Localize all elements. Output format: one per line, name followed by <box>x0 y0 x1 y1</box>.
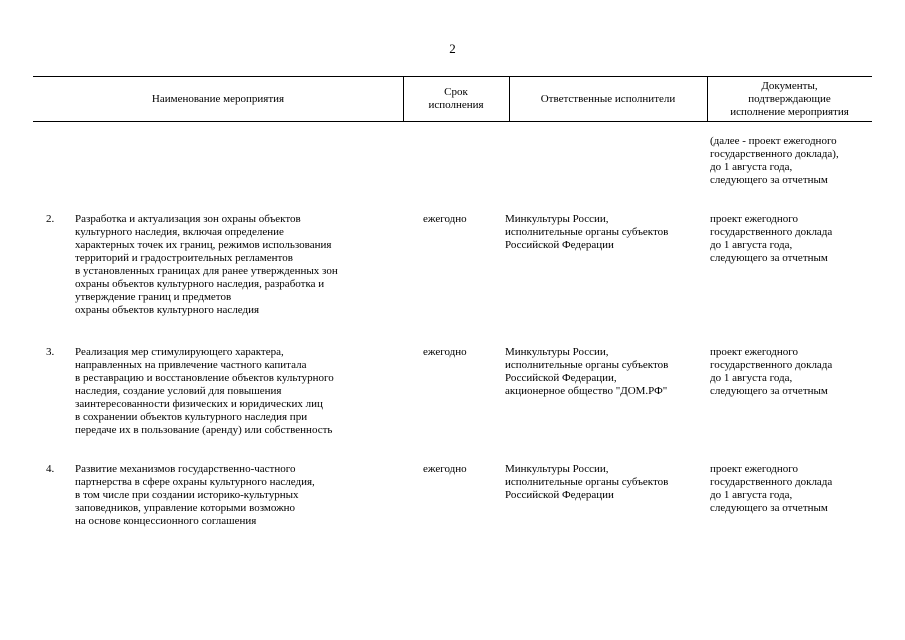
continuation-documents: (далее - проект ежегодного государственного доклада), до 1 августа года, следующего за отчетным <box>710 135 839 186</box>
header-term-label: Срок исполнения <box>428 86 484 111</box>
header-name-label: Наименование мероприятия <box>151 92 285 105</box>
table-header <box>33 77 872 121</box>
header-responsible-label: Ответственные исполнители <box>540 92 676 105</box>
header-term <box>403 77 509 121</box>
row-term: ежегодно <box>423 213 467 225</box>
table-header-rule <box>33 121 872 122</box>
header-name <box>33 77 403 121</box>
row-term: ежегодно <box>423 346 467 358</box>
row-documents: проект ежегодного государственного доклада до 1 августа года, следующего за отчетным <box>710 213 833 264</box>
row-documents: проект ежегодного государственного доклада до 1 августа года, следующего за отчетным <box>710 463 833 514</box>
row-term: ежегодно <box>423 463 467 475</box>
row-name: Реализация мер стимулирующего характера, направленных на привлечение частного капитала в реставрацию и восстановление объектов культурного наследия, создание условий для повышения заинтересованности физических и юридических лиц в сохранении объектов культурного наследия при передаче их в пользование (аренду) или собственность <box>75 346 334 436</box>
measures-table <box>33 76 872 527</box>
row-responsible: Минкультуры России, исполнительные органы субъектов Российской Федерации, акционерное общество "ДОМ.РФ" <box>505 346 669 397</box>
row-number: 4. <box>46 463 55 475</box>
row-number: 3. <box>46 346 55 358</box>
header-documents <box>707 77 872 121</box>
page-number: 2 <box>449 41 456 56</box>
row-name: Развитие механизмов государственно-частного партнерства в сфере охраны культурного наследия, в том числе при создании историко-культурных заповедников, управление которыми возможно на основе концессионного соглашения <box>75 463 315 527</box>
row-responsible: Минкультуры России, исполнительные органы субъектов Российской Федерации <box>505 213 669 251</box>
header-responsible <box>509 77 707 121</box>
header-documents-label: Документы, подтверждающие исполнение мероприятия <box>730 79 849 118</box>
row-documents: проект ежегодного государственного доклада до 1 августа года, следующего за отчетным <box>710 346 833 397</box>
row-name: Разработка и актуализация зон охраны объектов культурного наследия, включая определение характерных точек их границ, режимов использования территорий и градостроительных регламентов в установленных границах для ранее утвержденных зон охраны объектов культурного наследия, разработка и утверждение границ и предметов охраны объектов культурного наследия <box>75 213 338 316</box>
row-number: 2. <box>46 213 55 225</box>
row-responsible: Минкультуры России, исполнительные органы субъектов Российской Федерации <box>505 463 669 501</box>
